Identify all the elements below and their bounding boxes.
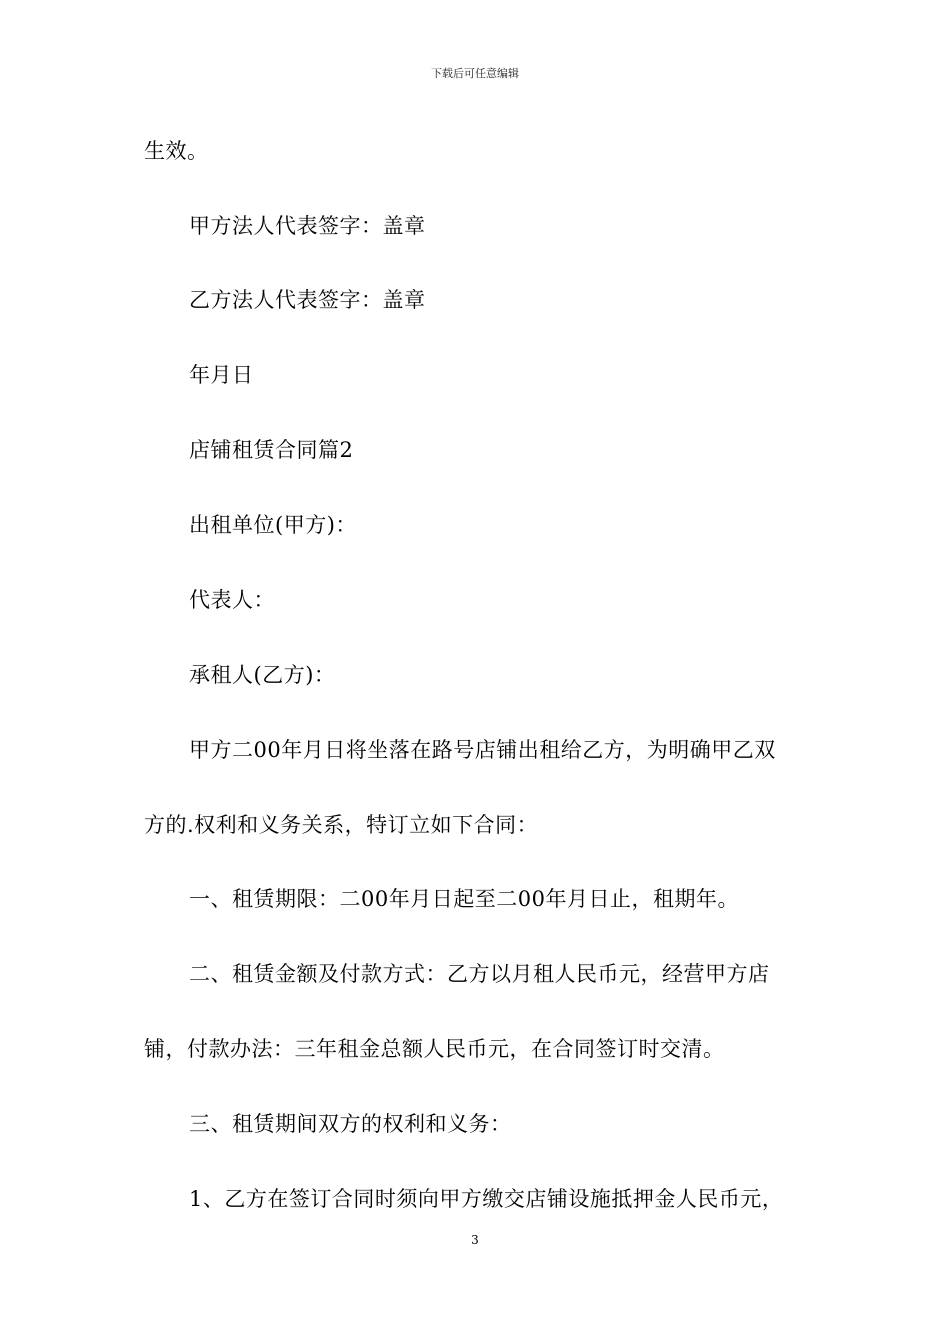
text-line: 1、乙方在签订合同时须向甲方缴交店铺设施抵押金人民币元， bbox=[189, 1187, 784, 1211]
text-line: 生效。 bbox=[144, 139, 209, 163]
text-line: 年月日 bbox=[189, 363, 254, 387]
page-number: 3 bbox=[471, 1233, 479, 1247]
text-line: 方的.权利和义务关系，特订立如下合同： bbox=[144, 813, 539, 837]
text-line: 代表人： bbox=[189, 588, 275, 612]
text-line: 出租单位(甲方)： bbox=[189, 513, 357, 537]
text-line: 乙方法人代表签字：盖章 bbox=[189, 288, 426, 312]
text-line: 一、租赁期限：二00年月日起至二00年月日止，租期年。 bbox=[189, 887, 739, 911]
section-heading: 店铺租赁合同篇2 bbox=[189, 438, 354, 462]
text-line: 甲方二00年月日将坐落在路号店铺出租给乙方，为明确甲乙双 bbox=[189, 738, 776, 762]
text-line: 二、租赁金额及付款方式：乙方以月租人民币元，经营甲方店 bbox=[189, 962, 770, 986]
text-line: 甲方法人代表签字：盖章 bbox=[189, 214, 426, 238]
text-line: 铺，付款办法：三年租金总额人民币元，在合同签订时交清。 bbox=[144, 1037, 725, 1061]
text-line: 三、租赁期间双方的权利和义务： bbox=[189, 1112, 512, 1136]
page-header: 下载后可任意编辑 bbox=[431, 67, 519, 80]
text-line: 承租人(乙方)： bbox=[189, 663, 336, 687]
